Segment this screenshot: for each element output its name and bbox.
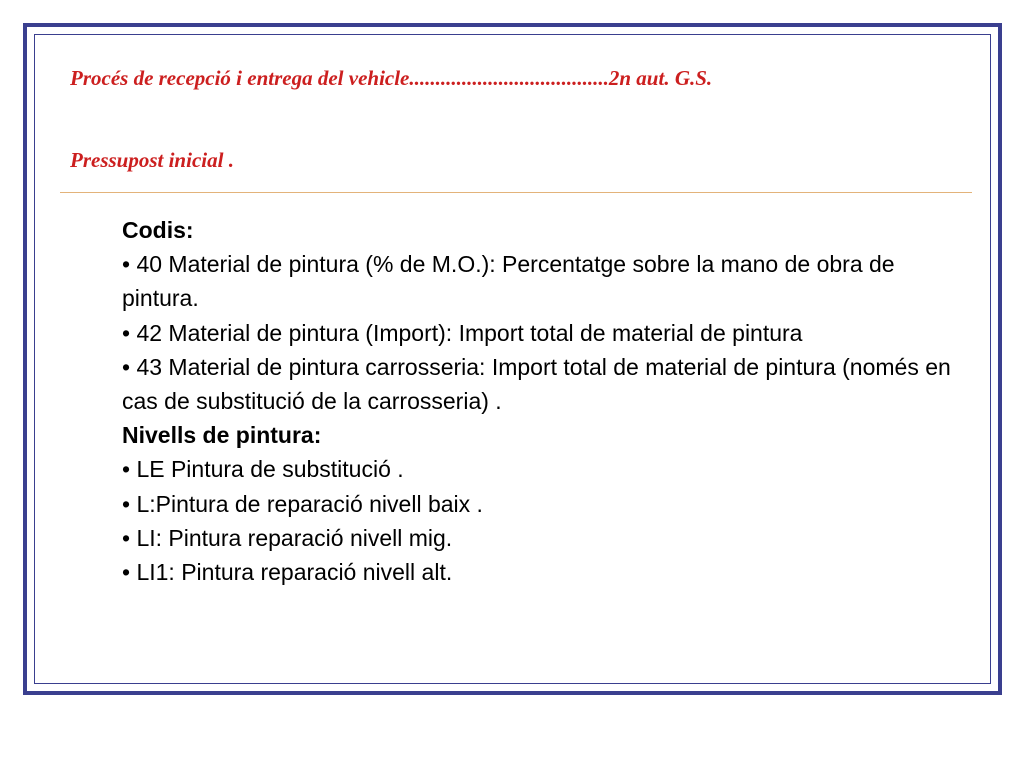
levels-item: • LE Pintura de substitució .	[122, 456, 404, 483]
codes-item: • 43 Material de pintura carrosseria: Import total de material de pintura (només en cas de substitució de la carrosseria) .	[122, 353, 951, 415]
slide-title: Procés de recepció i entrega del vehicle......................................2n aut. G.S.	[70, 66, 713, 90]
slide-body	[122, 213, 977, 589]
levels-item: • LI: Pintura reparació nivell mig.	[122, 524, 453, 551]
codes-item: • 40 Material de pintura (% de M.O.): Percentatge sobre la mano de obra de pintura.	[122, 251, 895, 312]
slide-subtitle: Pressupost inicial .	[70, 148, 234, 172]
levels-item: • L:Pintura de reparació nivell baix .	[122, 490, 483, 517]
codes-heading: Codis:	[122, 217, 194, 243]
codes-item: • 42 Material de pintura (Import): Import total de material de pintura	[122, 319, 803, 346]
title-divider	[60, 192, 972, 193]
levels-item: • LI1: Pintura reparació nivell alt.	[122, 559, 453, 586]
levels-heading: Nivells de pintura:	[122, 422, 322, 449]
